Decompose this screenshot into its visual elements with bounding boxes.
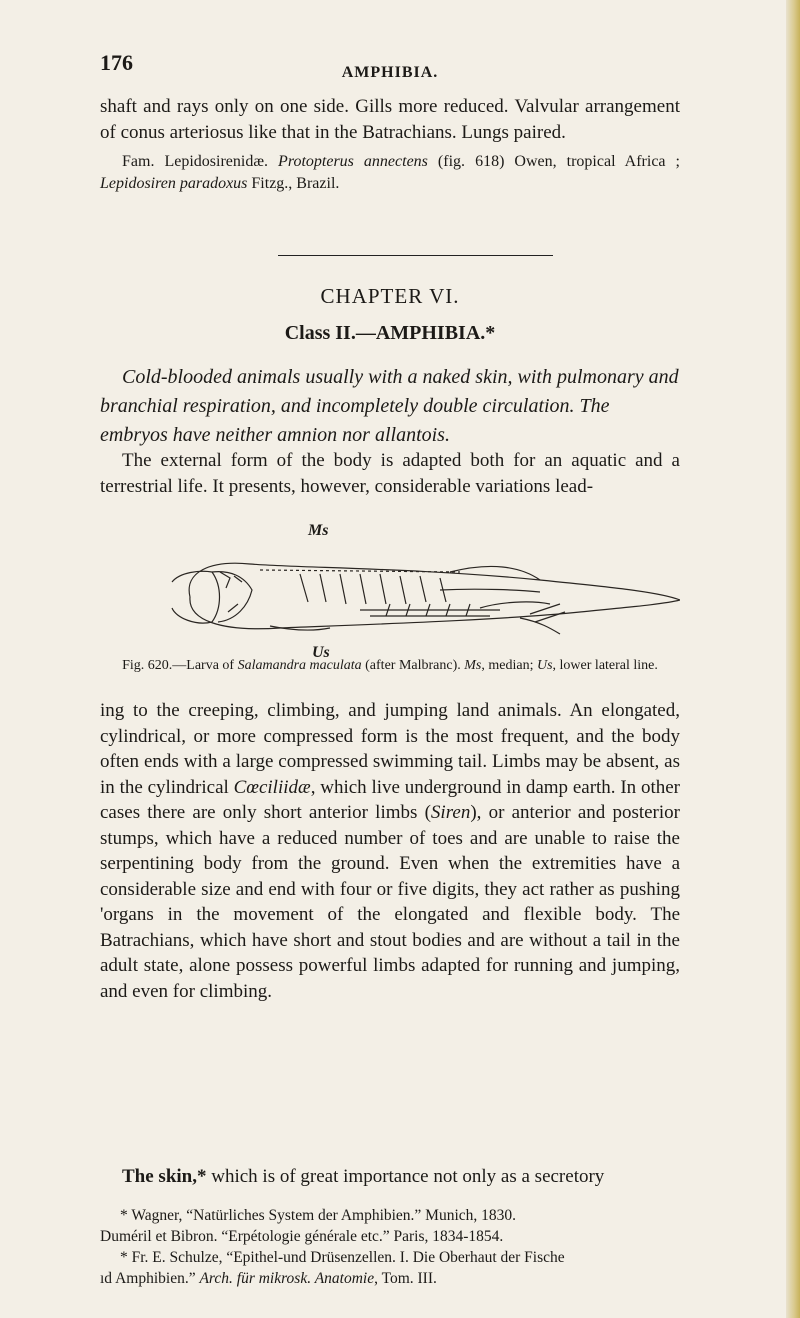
paragraph-external-form: The external form of the body is adapted both for an aquatic and a terrestrial life. It presents, however, considerable variations lead- (100, 450, 680, 497)
caption-prefix: Fig. 620.—Larva of (122, 658, 238, 673)
paragraph-skin (100, 1164, 680, 1190)
running-header (100, 50, 680, 90)
top-paragraph: shaft and rays only on one side. Gills more reduced. Valvular arrangement of conus arteriosus like that in the Batrachians. Lungs paired. (100, 96, 680, 143)
footnote-1-line-1: * Wagner, “Natürliches System der Amphibien.” Munich, 1830. (120, 1207, 517, 1224)
caption-source: (after Malbranc). (361, 658, 465, 673)
footnote-1-line-2: Duméril et Bibron. “Erpétologie générale etc.” Paris, 1834-1854. (100, 1228, 504, 1245)
caption-us: Us (536, 658, 553, 673)
section-rule (278, 255, 553, 256)
figure-label-ms: Ms (308, 522, 329, 539)
caption-us-text: , lower lateral line. (552, 658, 658, 673)
running-title: AMPHIBIA. (341, 64, 439, 81)
family-label: Fam. Lepidosirenidæ. (122, 153, 269, 170)
caption-ms-text: , median; (481, 658, 537, 673)
page-number: 176 (100, 50, 133, 75)
chapter-title: CHAPTER VI. (320, 284, 460, 308)
paragraph-forms (100, 698, 680, 1004)
figure-label-us: Us (312, 644, 330, 661)
class-heading: Class II.—AMPHIBIA.* (284, 322, 496, 344)
skin-text: which is of great importance not only as a secretory (206, 1166, 605, 1187)
page-edge (786, 0, 800, 1318)
species-protopterus: Protopterus annectens (278, 153, 428, 170)
figure-caption (100, 657, 680, 674)
footnote-2-line-2 (100, 1268, 680, 1289)
forms-part2: , which live underground in damp earth. In other cases there are only short anterior limbs ( (100, 776, 681, 823)
term-coeciliidae: Cœciliidæ (233, 776, 311, 798)
caption-ms: Ms (464, 658, 482, 673)
skin-heading: The skin,* (122, 1166, 207, 1187)
forms-part3: ), or anterior and posterior stumps, which have a reduced number of toes and are unable to raise the serpentining body from the ground. Even when the extremities have a considerable size and end with four or five digits, they act rather as pushing 'organs in the movement of the elongated and flexible body. The Batrachians, which have short and stout bodies and are without a tail in the adult state, alone possess powerful limbs adapted for running and jumping, and even for climbing. (100, 802, 680, 1002)
species-lepidosiren-detail: Fitzg., Brazil. (247, 175, 340, 192)
footnotes (100, 1205, 680, 1289)
figure-salamander-larva (160, 522, 680, 661)
caption-species: Salamandra maculata (237, 658, 362, 673)
footnote-2-prefix: ıd Amphibien.” (100, 1270, 200, 1287)
footnote-2-journal: Arch. für mikrosk. Anatomie (199, 1270, 375, 1287)
forms-part1: ing to the creeping, climbing, and jumping land animals. An elongated, cylindrical, or more compressed form is the most frequent, and the body often ends with a large compressed swimming tail. Limbs may be absent, as in the cylindrical (100, 700, 680, 798)
footnote-2-line-1: * Fr. E. Schulze, “Epithel-und Drüsenzellen. I. Die Oberhaut der Fische (120, 1249, 565, 1266)
larva-drawing (160, 542, 680, 652)
species-protopterus-detail: (fig. 618) Owen, tropical Africa ; (427, 153, 681, 170)
species-lepidosiren: Lepidosiren paradoxus (100, 175, 248, 192)
top-section (100, 94, 680, 195)
family-entry (100, 151, 680, 195)
class-definition: Cold-blooded animals usually with a naked skin, with pulmonary and branchial respiration, and incompletely double circulation. The embryos have neither amnion nor allantois. (100, 366, 679, 446)
term-siren: Siren (430, 802, 471, 823)
footnote-2-rest: , Tom. III. (374, 1270, 437, 1287)
